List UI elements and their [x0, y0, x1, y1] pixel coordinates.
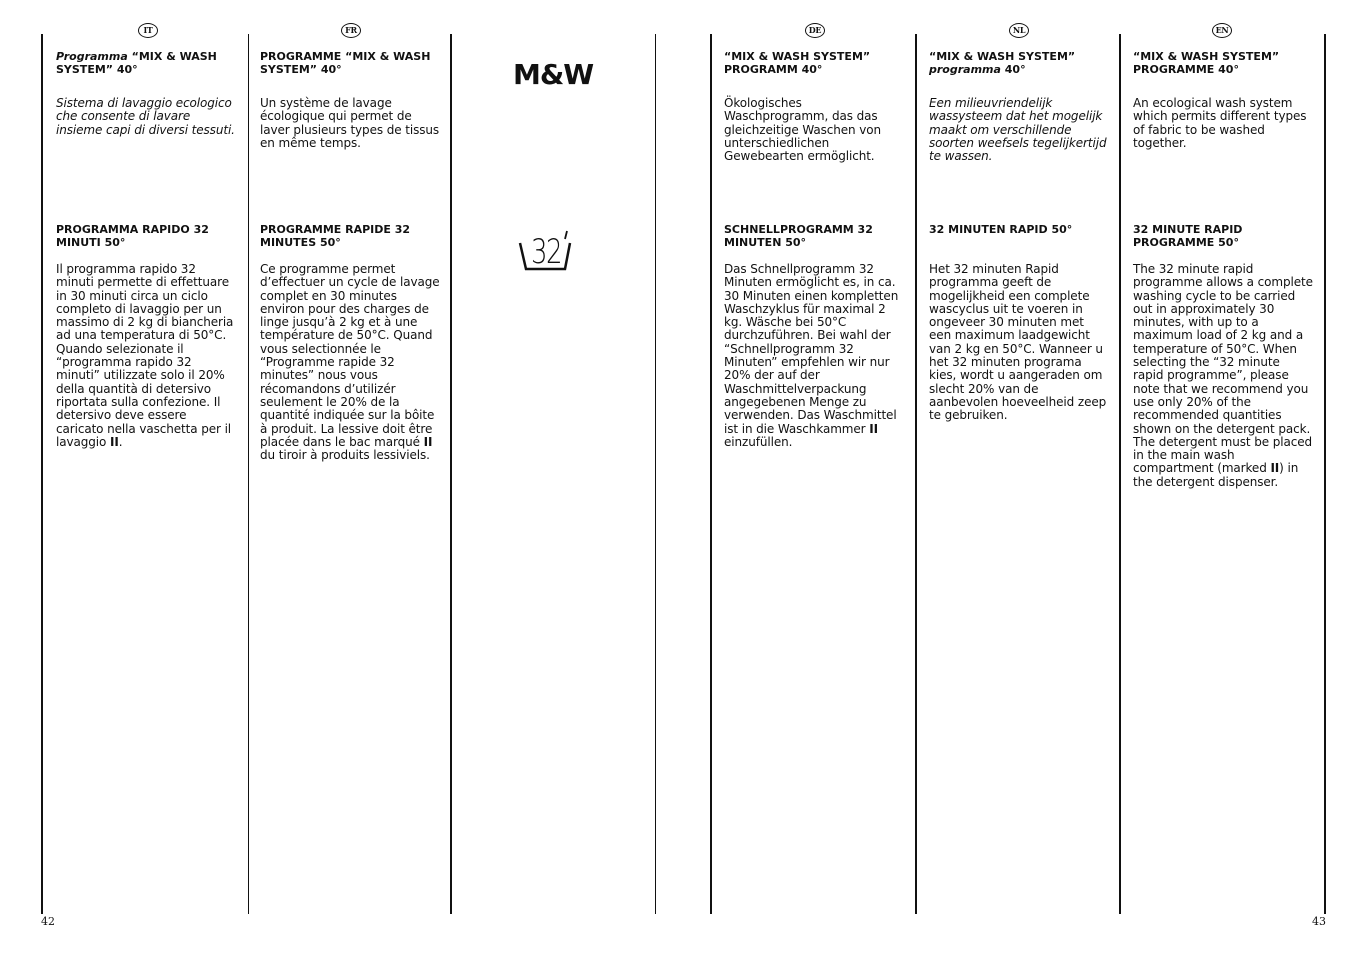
lang-flag-en: EN — [1212, 23, 1232, 38]
compartment-mark: II — [1270, 461, 1280, 476]
section-body: Het 32 minuten Rapid programma geeft de mogelijkheid een complete wascyclus uit te voeren in ongeveer 30 minuten met een maximum laadgewicht van 2 kg en 50°C. Wanneer u het 32 minuten programa kies, wordt u aangeraden om slecht 20% van de aanbevolen hoeveelheid zeep te gebruiken. — [929, 262, 1107, 423]
body-end: . — [118, 434, 123, 449]
lang-flag-fr: FR — [341, 23, 361, 38]
section-title: 32 MINUTE RAPID PROGRAMME 50° — [1133, 223, 1243, 249]
section-body — [56, 263, 236, 449]
section-rapid-it — [56, 223, 236, 449]
section-title: PROGRAMMA RAPIDO 32 MINUTI 50° — [56, 223, 209, 249]
section-title: PROGRAMME “MIX & WASH SYSTEM” 40° — [260, 50, 431, 76]
section-mix-wash-nl — [929, 50, 1109, 163]
section-title: 32 MINUTEN RAPID 50° — [929, 223, 1073, 236]
section-body: Een milieuvriendelijk wassysteem dat het mogelijk maakt om verschillende soorten weefsels tegelijkertijd te wassen. — [929, 96, 1107, 164]
section-title — [929, 50, 1109, 76]
right-gutter-rule — [710, 34, 712, 914]
section-mix-wash-it — [56, 50, 236, 137]
body-end: einzufüllen. — [724, 434, 793, 449]
section-rapid-en — [1133, 223, 1313, 489]
rapid-32-icon — [517, 223, 575, 275]
mix-wash-symbol: M&W — [513, 58, 594, 91]
compartment-mark: II — [423, 434, 433, 449]
title-text: “MIX & WASH SYSTEM” 40° — [56, 50, 217, 76]
title-text: “MIX & WASH SYSTEM” — [929, 50, 1076, 63]
section-rapid-de — [724, 223, 904, 449]
compartment-mark: II — [869, 421, 878, 436]
section-title: “MIX & WASH SYSTEM” PROGRAMME 40° — [1133, 50, 1280, 76]
nl-en-divider — [1119, 34, 1121, 914]
compartment-mark: II — [109, 434, 119, 449]
section-rapid-nl — [929, 223, 1109, 423]
page-number-right: 43 — [1312, 915, 1326, 928]
left-gutter-rule — [655, 34, 656, 914]
page-number-left: 42 — [41, 915, 55, 928]
body-text: Das Schnellprogramm 32 Minuten ermöglicht es, in ca. 30 Minuten einen kompletten Waschzyklus für maximal 2 kg. Wäsche bei 50°C durchzuführen. Bei wahl der “Schnellprogramm 32 Minuten” empfehlen wir nur 20% der auf der Waschmittelverpackung angegebenen Menge zu verwenden. Das Waschmittel ist in die Waschkammer — [724, 262, 899, 436]
section-body: Un système de lavage écologique qui permet de laver plusieurs types de tissus en même temps. — [260, 96, 440, 150]
title-end: 40° — [1000, 63, 1026, 76]
title-italic: programma — [929, 63, 1001, 76]
section-body: An ecological wash system which permits different types of fabric to be washed together. — [1133, 96, 1307, 150]
section-mix-wash-fr — [260, 50, 440, 150]
section-body — [1133, 263, 1313, 489]
body-text: The 32 minute rapid programme allows a complete washing cycle to be carried out in approximately 30 minutes, with up to a maximum load of 2 kg and a temperature of 50°C. When selecting the “32 minute rapid programme”, please note that we recommend you use only 20% of the recommended quantities shown on the detergent pack. The detergent must be placed in the main wash compartment (marked — [1133, 262, 1313, 476]
section-mix-wash-de — [724, 50, 904, 163]
section-title: PROGRAMME RAPIDE 32 MINUTES 50° — [260, 223, 411, 249]
section-title: SCHNELLPROGRAMM 32 MINUTEN 50° — [724, 223, 873, 249]
lang-flag-de: DE — [805, 23, 825, 38]
body-end: du tiroir à produits lessiviels. — [260, 448, 430, 463]
section-title — [56, 50, 236, 76]
right-page — [676, 0, 1351, 954]
body-end: ) in the detergent dispenser. — [1133, 461, 1299, 489]
right-outer-rule — [1324, 34, 1326, 914]
section-body: Ökologisches Waschprogramm, das das gleichzeitige Waschen von unterschiedlichen Gewebearten ermöglicht. — [724, 96, 881, 164]
body-text: Ce programme permet d’effectuer un cycle de lavage complet en 30 minutes environ pour des charges de linge jusqu’à 2 kg et à une température de 50°C. Quand vous selectionnée le “Programme rapide 32 minutes” nous vous récomandons d’utilizér seulement le 20% de la quantité indiquée sur la bôite à produit. La lessive doit être placée dans le bac marqué — [260, 262, 440, 449]
section-rapid-fr — [260, 223, 440, 462]
rapid-32-icon-label: 32 — [531, 232, 561, 272]
section-mix-wash-en — [1133, 50, 1313, 150]
section-body — [260, 263, 440, 462]
section-body: Sistema di lavaggio ecologico che consente di lavare insieme capi di diversi tessuti. — [56, 96, 235, 137]
section-body — [724, 263, 904, 449]
it-fr-divider — [248, 34, 249, 914]
title-italic: Programma — [56, 50, 132, 63]
lang-flag-it: IT — [138, 23, 158, 38]
lang-flag-nl: NL — [1009, 23, 1029, 38]
body-text: Il programma rapido 32 minuti permette di effettuare in 30 minuti circa un ciclo completo di lavaggio per un massimo di 2 kg di biancheria ad una temperatura di 50°C. Quando selezionate il “programma rapido 32 minuti” utilizzate solo il 20% della quantità di detersivo riportata sulla confezione. Il detersivo deve essere caricato nella vaschetta per il lavaggio — [56, 262, 234, 449]
fr-symbol-divider — [450, 34, 452, 914]
left-outer-rule — [41, 34, 43, 914]
section-title: “MIX & WASH SYSTEM” PROGRAMM 40° — [724, 50, 871, 76]
de-nl-divider — [915, 34, 917, 914]
